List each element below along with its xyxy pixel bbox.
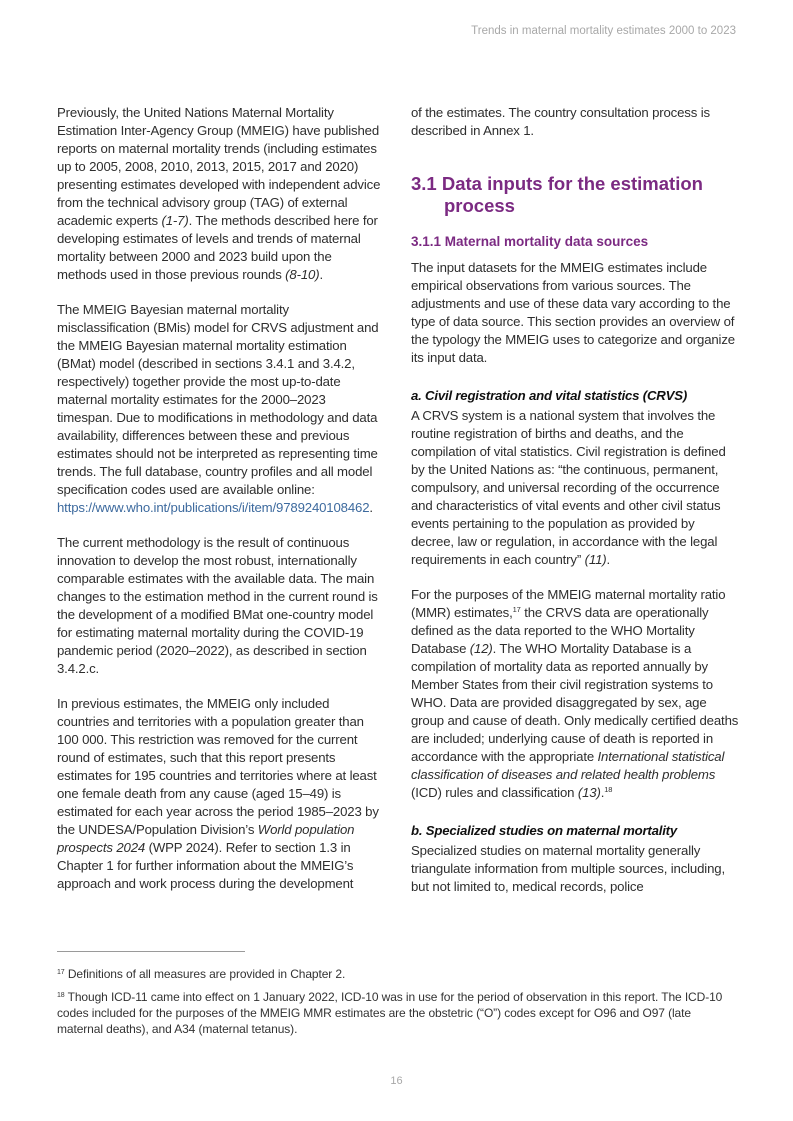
left-column (57, 104, 383, 910)
footnote-marker-17[interactable]: 17 (512, 605, 521, 614)
paragraph-input-datasets (411, 259, 739, 367)
paragraph-mmr-crvs (411, 586, 739, 802)
text: . (369, 500, 373, 515)
subhead-crvs: a. Civil registration and vital statistics (CRVS) (411, 388, 688, 403)
paragraph-previous-estimates (57, 695, 383, 893)
text: (ICD) rules and classification (411, 785, 578, 800)
footnote-number: 18 (57, 992, 65, 999)
who-publication-link[interactable]: https://www.who.int/publications/i/item/9789240108462 (57, 500, 370, 515)
text: For the purposes of the MMEIG maternal mortality ratio (MMR) estimates, (411, 587, 726, 620)
text: . (606, 552, 611, 567)
paragraph-crvs-definition (411, 407, 739, 569)
text: . The WHO Mortality Database is a compilation of mortality data as reported annually by Member States from their civil registration systems to WHO. Data are provided disaggregated by sex, age group and cause of death. Only medically certified deaths are included; underlying cause of death is reported in accordance with the appropriate (411, 641, 739, 764)
footnote-marker-18[interactable]: 18 (604, 785, 613, 794)
citation-ref: (13) (577, 785, 601, 800)
citation-ref: (12) (469, 641, 493, 656)
text: Though ICD-11 came into effect on 1 January 2022, ICD-10 was in use for the period of observation in this report. The ICD-10 codes included for the purposes of the MMEIG MMR estimates are the obstetric (“O”) codes except for O96 and O97 (late maternal deaths), and A34 (maternal tetanus). (57, 990, 723, 1036)
text: In previous estimates, the MMEIG only included countries and territories with a population greater than 100 000. This restriction was removed for the current round of estimates, such that this report presents estimates for 195 countries and territories where at least one female death from any cause (aged 15–49) is estimated for each year across the period 1985–2023 by the UNDESA/Population Division’s (57, 696, 379, 837)
section-heading: 3.1 Data inputs for the estimation process (411, 173, 703, 216)
text: . The methods described here for developing estimates of levels and trends of maternal mortality between 2000 and 2023 build upon the methods used in those previous rounds (57, 213, 378, 282)
text: Definitions of all measures are provided in Chapter 2. (64, 967, 346, 981)
paragraph-previous-reports (57, 104, 383, 284)
text: The input datasets for the MMEIG estimates include empirical observations from various sources. The adjustments and use of these data vary according to the type of data source. This section provides an overview of the typology the MMEIG uses to categorize and organize its input data. (411, 260, 735, 365)
paragraph-current-methodology (57, 534, 383, 678)
right-column (411, 104, 739, 913)
citation-ref: (11) (584, 552, 607, 567)
citation-ref: (8-10) (285, 267, 320, 282)
paragraph-continuation (411, 104, 739, 140)
footnotes (57, 966, 737, 1044)
footnote-17 (57, 966, 737, 982)
page-number: 16 (390, 1075, 403, 1087)
footnote-divider (57, 951, 245, 952)
paragraph-bayesian-models (57, 301, 383, 517)
text: of the estimates. The country consultation process is described in Annex 1. (411, 105, 710, 138)
text: The current methodology is the result of continuous innovation to develop the most robust, internationally comparable estimates with the available data. The main changes to the estimation method in the current round is the development of a modified BMat one-country model for estimating maternal mortality during the COVID-19 pandemic period (2020–2022), as described in section 3.4.2.c. (57, 535, 378, 676)
text: A CRVS system is a national system that involves the routine registration of births and deaths, and the compilation of vital statistics. Civil registration is defined by the United Nations as: “the continuous, permanent, compulsory, and universal recording of the occurrence and characteristics of vital events and other civil status events pertaining to the population as provided by decree, law or regulation, in accordance with the legal requirements in each country” (411, 408, 726, 567)
running-header: Trends in maternal mortality estimates 2000 to 2023 (471, 25, 736, 37)
italic-title: International statistical classification of diseases and related health problems (411, 749, 725, 782)
text: Previously, the United Nations Maternal Mortality Estimation Inter-Agency Group (MMEIG) have published reports on maternal mortality trends (including estimates up to 2005, 2008, 2010, 2013, 2015, 2017 and 2020) presenting estimates developed with independent advice from the technical advisory group (TAG) of external academic experts (57, 105, 381, 228)
text: The MMEIG Bayesian maternal mortality misclassification (BMis) model for CRVS adjustment and the MMEIG Bayesian maternal mortality estimation (BMat) model (described in sections 3.4.1 and 3.4.2, respectively) together provide the most up-to-date maternal mortality estimates for the 2000–2023 timespan. Due to modifications in methodology and data availability, differences between these and previous estimates should not be interpreted as representing time trends. The full database, country profiles and all model specification codes used are available online: (57, 302, 379, 497)
subhead-specialized-studies: b. Specialized studies on maternal mortality (411, 823, 678, 838)
citation-ref: (1-7) (161, 213, 189, 228)
footnote-number: 17 (57, 969, 65, 976)
paragraph-specialized-studies (411, 842, 739, 896)
text: the CRVS data are operationally defined as the data reported to the WHO Mortality Database (411, 605, 709, 656)
text: Specialized studies on maternal mortality generally triangulate information from multiple sources, including, but not limited to, medical records, police (411, 843, 725, 894)
text: (WPP 2024). Refer to section 1.3 in Chapter 1 for further information about the MMEIG’s approach and work process during the development (57, 840, 354, 891)
subsection-heading: 3.1.1 Maternal mortality data sources (411, 234, 649, 249)
text: . (600, 785, 605, 800)
text: . (319, 267, 323, 282)
footnote-18 (57, 989, 737, 1037)
italic-title: World population prospects 2024 (57, 822, 355, 855)
